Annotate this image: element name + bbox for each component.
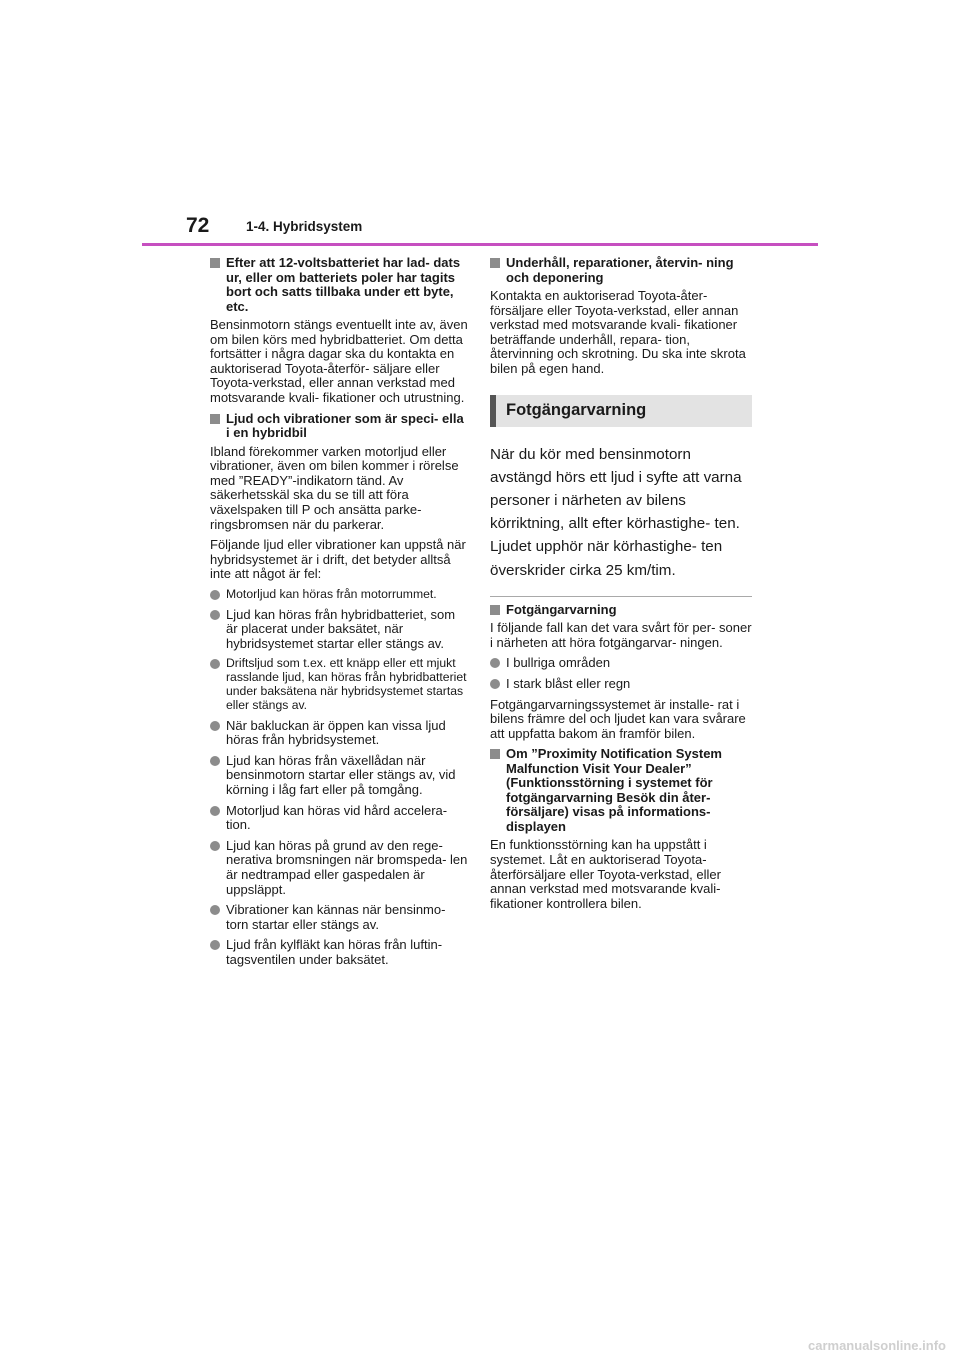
list-item: I bullriga områden (490, 656, 752, 671)
heading-battery: Efter att 12-voltsbatteriet har lad- dats ur, eller om batteriets poler har tagits bort och satts tillbaka under ett byte, etc. (210, 256, 468, 314)
list-item: Ljud kan höras från växellådan när bensinmotorn startar eller stängs av, vid körning i låg fart eller på tomgång. (210, 754, 468, 798)
paragraph-maintenance: Kontakta en auktoriserad Toyota-åter- försäljare eller Toyota-verkstad, eller annan verkstad med motsvarande kvali- fikationer beträffande underhåll, repara- tion, återvinning och skrotning. Du ska inte skrota bilen på egen hand. (490, 288, 746, 376)
list-item: När bakluckan är öppen kan vissa ljud höras från hybridsystemet. (210, 719, 468, 748)
list-item: Vibrationer kan kännas när bensinmo- torn startar eller stängs av. (210, 903, 468, 932)
square-bullet-icon (490, 605, 500, 615)
circle-bullet-icon (210, 590, 220, 600)
square-bullet-icon (490, 749, 500, 759)
circle-bullet-icon (210, 659, 220, 669)
heading-pedestrian-warning: Fotgängarvarning (490, 603, 752, 618)
right-column (490, 256, 752, 917)
section-title: 1-4. Hybridsystem (246, 219, 363, 234)
list-item: Ljud från kylfläkt kan höras från luftin- tagsventilen under baksätet. (210, 938, 468, 967)
paragraph-sounds-1: Ibland förekommer varken motorljud eller vibrationer, även om bilen kommer i rörelse med ”READY”-indikatorn tänd. Av säkerhetsskäl ska du se till att föra växelspaken till P och ansätta parke- ringsbromsen när du parkerar. (210, 443, 459, 532)
list-item: Motorljud kan höras från motorrummet. (210, 588, 468, 602)
circle-bullet-icon (210, 905, 220, 915)
paragraph-warning-1: I följande fall kan det vara svårt för per- soner i närheten att höra fotgängarvar- ningen. (490, 620, 752, 650)
circle-bullet-icon (210, 721, 220, 731)
list-item: I stark blåst eller regn (490, 677, 752, 692)
list-item: Driftsljud som t.ex. ett knäpp eller ett mjukt rasslande ljud, kan höras från hybridbatteriet under baksätena när hybridsystemet startas eller stängs av. (210, 657, 468, 712)
list-item: Ljud kan höras på grund av den rege- nerativa bromsningen när bromspeda- len är nedtrampad eller gaspedalen är uppsläppt. (210, 839, 468, 897)
heading-malfunction: Om ”Proximity Notification System Malfunction Visit Your Dealer” (Funktionsstörning i systemet för fotgängarvarning Besök din åter- försäljare) visas på informations- displayen (490, 747, 752, 834)
section-banner (490, 395, 752, 427)
square-bullet-icon (490, 258, 500, 268)
circle-bullet-icon (210, 806, 220, 816)
paragraph-warning-2: Fotgängarvarningssystemet är installe- rat i bilens främre del och ljudet kan vara svårare att uppfatta bakom än framför bilen. (490, 696, 746, 741)
square-bullet-icon (210, 414, 220, 424)
circle-bullet-icon (210, 610, 220, 620)
list-item: Motorljud kan höras vid hård accelera- tion. (210, 804, 468, 833)
heading-maintenance: Underhåll, reparationer, återvin- ning och deponering (490, 256, 752, 285)
circle-bullet-icon (210, 841, 220, 851)
heading-sounds: Ljud och vibrationer som är speci- ella i en hybridbil (210, 412, 468, 441)
page-number: 72 (186, 214, 210, 237)
watermark: carmanualsonline.info (808, 1338, 946, 1353)
header-rule (142, 243, 818, 246)
left-column (210, 256, 468, 974)
list-item: Ljud kan höras från hybridbatteriet, som är placerat under baksätet, när hybridsystemet startar eller stängs av. (210, 608, 468, 652)
circle-bullet-icon (490, 679, 500, 689)
square-bullet-icon (210, 258, 220, 268)
banner-bar (490, 395, 496, 427)
circle-bullet-icon (210, 756, 220, 766)
divider (490, 596, 752, 597)
paragraph-malfunction: En funktionsstörning kan ha uppstått i systemet. Låt en auktoriserad Toyota- återförsäljare eller Toyota-verkstad, eller annan verkstad med motsvarande kvali- fikationer kontrollera bilen. (490, 837, 721, 911)
banner-title: Fotgängarvarning (506, 400, 647, 419)
paragraph-sounds-2: Följande ljud eller vibrationer kan uppstå när hybridsystemet är i drift, det betyder alltså inte att något är fel: (210, 537, 466, 582)
circle-bullet-icon (210, 940, 220, 950)
paragraph-battery: Bensinmotorn stängs eventuellt inte av, även om bilen körs med hybridbatteriet. Om detta fortsätter i några dagar ska du kontakta en auktoriserad Toyota-återför- säljare eller Toyota-verkstad, eller annan verkstad med motsvarande kvali- fikationer och utrustning. (210, 317, 468, 405)
intro-paragraph: När du kör med bensinmotorn avstängd hörs ett ljud i syfte att varna personer i närheten av bilens körriktning, allt efter körhastighe- ten. Ljudet upphör när körhastighe- ten överskrider cirka 25 km/tim. (490, 445, 742, 579)
circle-bullet-icon (490, 658, 500, 668)
